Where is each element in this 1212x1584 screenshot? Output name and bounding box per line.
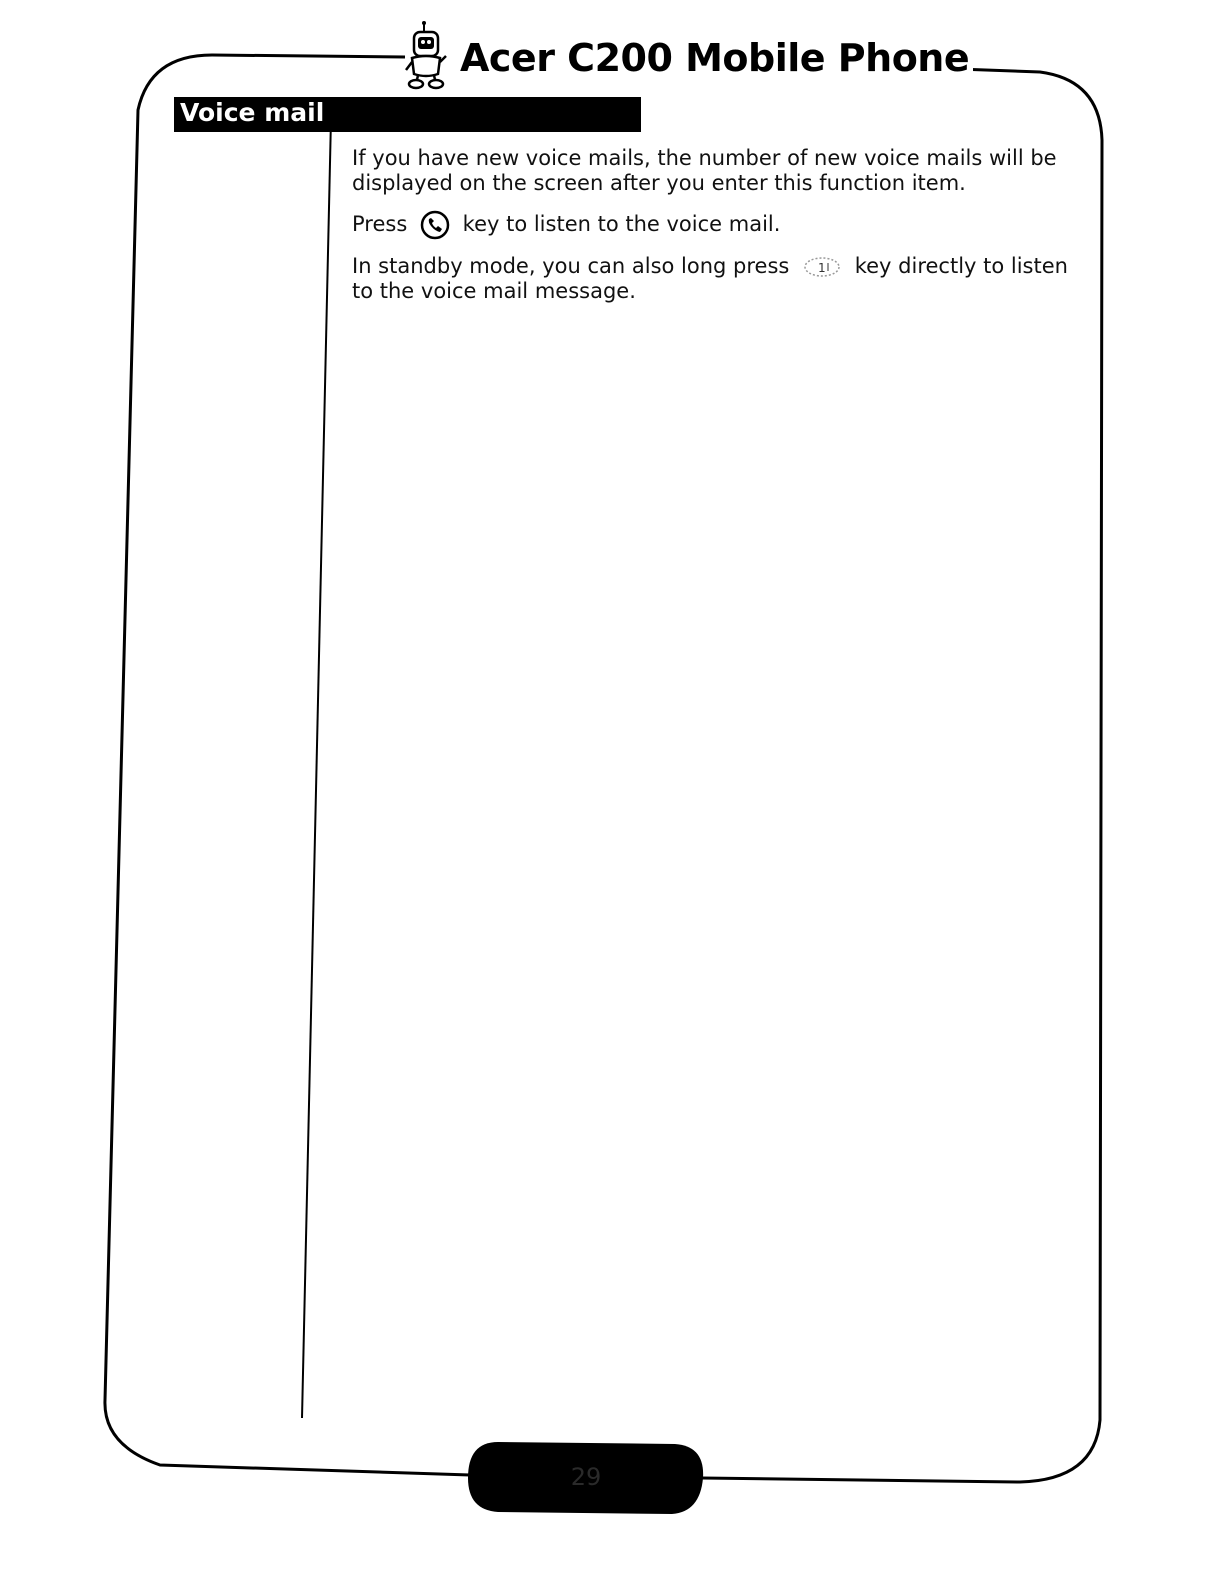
paragraph-text: key to listen to the voice mail.	[462, 212, 781, 236]
call-key-icon	[420, 210, 450, 240]
page-header-title: Acer C200 Mobile Phone	[456, 36, 973, 80]
one-key-icon	[802, 255, 842, 279]
robot-mascot-icon	[404, 20, 450, 92]
svg-text:1: 1	[818, 261, 826, 275]
paragraph-text: Press	[352, 212, 408, 236]
page-number: 29	[570, 1463, 602, 1491]
paragraph-long-press-one-key	[352, 254, 1072, 304]
column-divider	[302, 118, 331, 1418]
paragraph-press-call-key	[352, 210, 1072, 240]
paragraph-text: key directly to listen to the voice mail message.	[352, 254, 1068, 303]
paragraph-text: In standby mode, you can also long press	[352, 254, 790, 278]
section-heading: Voice mail	[180, 98, 325, 127]
paragraph-new-voice-mails: If you have new voice mails, the number of new voice mails will be displayed on the screen after you enter this function item.	[352, 146, 1057, 195]
section-heading-bar	[174, 97, 641, 132]
body-text	[352, 146, 1072, 318]
